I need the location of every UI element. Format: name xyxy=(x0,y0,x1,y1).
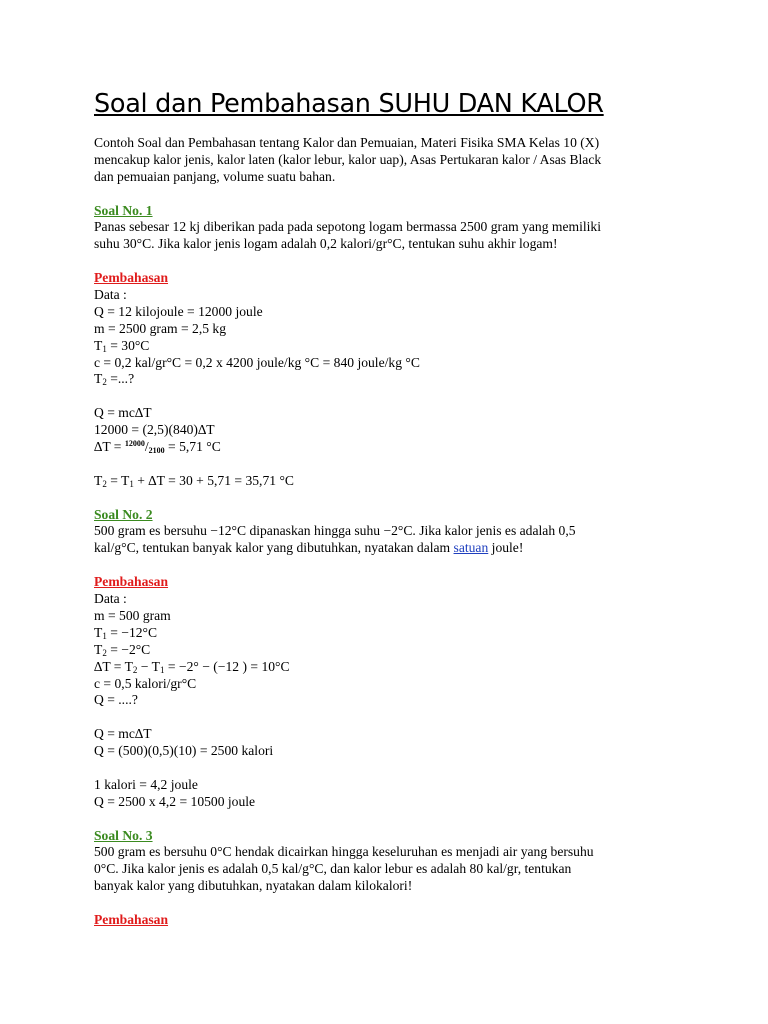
soal-3-question: banyak kalor yang dibutuhkan, nyatakan dalam kilokalori! xyxy=(94,878,413,894)
intro-line: dan pemuaian panjang, volume suatu bahan. xyxy=(94,168,336,184)
soal-1-question: Panas sebesar 12 kj diberikan pada pada sepotong logam bermassa 2500 gram yang memiliki xyxy=(94,219,601,235)
soal-1-t2-value: $T_2$ =...? xyxy=(94,371,135,388)
soal-2-c-value: c = 0,5 kalori/gr°C xyxy=(94,675,197,691)
soal-2-calculation: Q = (500)(0,5)(10) = 2500 kalori xyxy=(94,743,274,759)
soal-3-pembahasan-heading: Pembahasan xyxy=(94,911,169,927)
soal-1-formula: Q = mc∆T xyxy=(94,405,152,421)
soal-2-t2-value: $T_2 = -2^\circ C$ xyxy=(94,641,151,658)
soal-2-formula: Q = mc∆T xyxy=(94,726,152,742)
soal-2-m-value: m = 500 gram xyxy=(94,607,171,623)
soal-2-q-unknown: Q = ....? xyxy=(94,692,138,708)
intro-line: Contoh Soal dan Pembahasan tentang Kalor dan Pemuaian, Materi Fisika SMA Kelas 10 (X) xyxy=(94,135,600,150)
soal-1-m-value: m = 2500 gram = 2,5 kg xyxy=(94,320,227,336)
soal-3-heading: Soal No. 3 xyxy=(94,827,153,843)
soal-1-question: suhu 30°C. Jika kalor jenis logam adalah 0,2 kalori/gr°C, tentukan suhu akhir logam! xyxy=(94,236,558,252)
soal-1-final-temperature: $T_2 = T_1 + \Delta T = 30 + 5,71 = 35,71$ °C xyxy=(94,472,294,489)
page-title: Soal dan Pembahasan SUHU DAN KALOR xyxy=(94,89,604,119)
soal-1-t1-value: $T_1 = 30^\circ C$ xyxy=(94,337,150,354)
soal-1-heading: Soal No. 1 xyxy=(94,202,153,218)
soal-1-substitution: 12000 = (2,5)(840)∆T xyxy=(94,422,215,438)
soal-1-c-value: c = 0,2 kal/gr°C = 0,2 x 4200 joule/kg °C = 840 joule/kg °C xyxy=(94,354,420,370)
soal-3-question: 500 gram es bersuhu 0°C hendak dicairkan hingga keseluruhan es menjadi air yang bersuhu xyxy=(94,844,594,860)
soal-2-question: kal/g°C, tentukan banyak kalor yang dibutuhkan, nyatakan dalam satuan joule! xyxy=(94,540,524,556)
soal-1-data-label: Data : xyxy=(94,287,127,303)
soal-2-t1-value: $T_1 = -12^\circ C$ xyxy=(94,624,158,641)
soal-2-conversion: 1 kalori = 4,2 joule xyxy=(94,776,198,792)
intro-line: mencakup kalor jenis, kalor laten (kalor lebur, kalor uap), Asas Pertukaran kalor / Asas Black xyxy=(94,151,602,167)
soal-1-q-value: Q = 12 kilojoule = 12000 joule xyxy=(94,303,263,319)
soal-2-delta-t: $\Delta T = T_2 - T_1 = -2^\circ - (-12$ ) = 10°C xyxy=(94,658,290,675)
soal-2-heading: Soal No. 2 xyxy=(94,506,153,522)
document-body xyxy=(94,135,684,929)
soal-2-result: Q = 2500 x 4,2 = 10500 joule xyxy=(94,793,256,809)
soal-3-question: 0°C. Jika kalor jenis es adalah 0,5 kal/g°C, dan kalor lebur es adalah 80 kal/gr, tentukan xyxy=(94,861,572,877)
soal-1-pembahasan-heading: Pembahasan xyxy=(94,270,169,286)
satuan-link[interactable]: satuan xyxy=(453,540,489,556)
soal-2-data-label: Data : xyxy=(94,591,127,607)
soal-2-question: 500 gram es bersuhu −12°C dipanaskan hingga suhu −2°C. Jika kalor jenis es adalah 0,5 xyxy=(94,523,576,539)
soal-2-pembahasan-heading: Pembahasan xyxy=(94,574,169,590)
soal-1-delta-t: ∆T = $^{12000}$/2100 = 5,71 °C xyxy=(94,439,221,456)
